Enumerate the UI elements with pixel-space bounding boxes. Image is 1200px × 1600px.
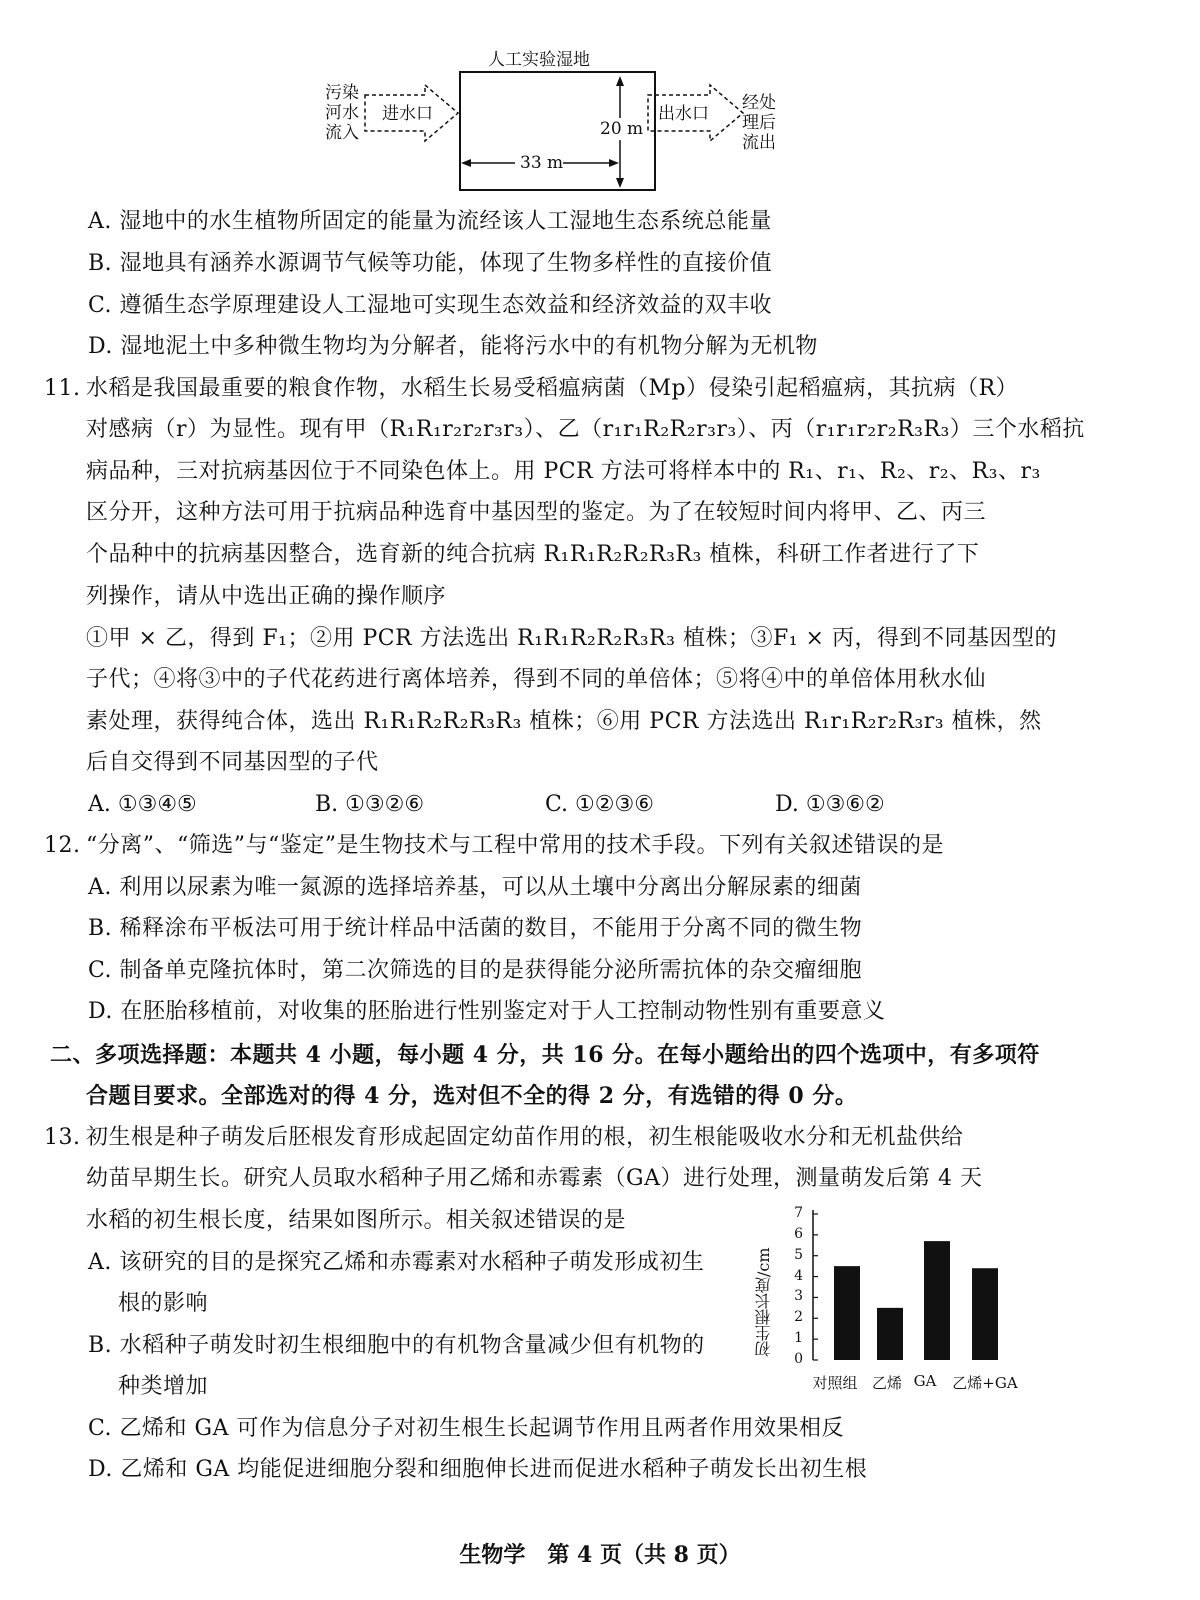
page-footer: 生物学 第 4 页（共 8 页） (459, 1542, 741, 1568)
chart-bar (834, 1266, 860, 1360)
chart-y-tick-label: 5 (794, 1246, 803, 1263)
q11-line-10: 后自交得到不同基因型的子代 (86, 750, 379, 775)
outflow-label-3: 流出 (742, 133, 776, 153)
chart-y-tick-label: 3 (794, 1288, 803, 1305)
chart-y-tick-label: 1 (794, 1330, 803, 1347)
chart-bar (877, 1308, 903, 1360)
inflow-label-3: 流入 (325, 123, 359, 143)
chart-y-tick-label: 6 (794, 1225, 803, 1242)
q11-line-4: 区分开，这种方法可用于抗病品种选育中基因型的鉴定。为了在较短时间内将甲、乙、丙三 (86, 500, 987, 525)
q13-line-2: 幼苗早期生长。研究人员取水稻种子用乙烯和赤霉素（GA）进行处理，测量萌发后第 4 天 (86, 1166, 983, 1191)
q11-line-5: 个品种中的抗病基因整合，选育新的纯合抗病 R₁R₁R₂R₂R₃R₃ 植株，科研工作者进行了下 (86, 542, 980, 567)
chart-bar (924, 1241, 950, 1360)
chart-category-label: GA (913, 1372, 937, 1390)
q11-choice-c: C. ①②③⑥ (545, 792, 654, 817)
chart-y-tick-label: 0 (794, 1351, 803, 1367)
q10-option-c: C. 遵循生态学原理建设人工湿地可实现生态效益和经济效益的双丰收 (88, 293, 773, 318)
q13-line-1: 初生根是种子萌发后胚根发育形成起固定幼苗作用的根，初生根能吸收水分和无机盐供给 (86, 1125, 964, 1150)
outflow-label-2: 理后 (742, 113, 776, 133)
chart-y-tick-label: 2 (794, 1309, 803, 1326)
q13-option-b-1: B. 水稻种子萌发时初生根细胞中的有机物含量减少但有机物的 (88, 1333, 705, 1358)
q10-option-a: A. 湿地中的水生植物所固定的能量为流经该人工湿地生态系统总能量 (88, 209, 772, 234)
q12-option-c: C. 制备单克隆抗体时，第二次筛选的目的是获得能分泌所需抗体的杂交瘤细胞 (88, 958, 863, 983)
width-label: 33 m (520, 153, 564, 173)
wetland-diagram (320, 50, 820, 200)
q11-line-7: ①甲 × 乙，得到 F₁；②用 PCR 方法选出 R₁R₁R₂R₂R₃R₃ 植株；③F₁ × 丙，得到不同基因型的 (86, 626, 1057, 651)
section2-line-1: 二、多项选择题：本题共 4 小题，每小题 4 分，共 16 分。在每小题给出的四个选项中，有多项符 (50, 1042, 1040, 1068)
chart-y-axis-label: 初生根长度/cm (754, 1247, 773, 1357)
chart-category-label: 乙烯 (871, 1374, 902, 1392)
q13-option-d: D. 乙烯和 GA 均能促进细胞分裂和细胞伸长进而促进水稻种子萌发长出初生根 (88, 1457, 868, 1482)
inlet-label: 进水口 (382, 104, 433, 124)
q13-option-b-2: 种类增加 (118, 1374, 209, 1399)
outlet-label: 出水口 (658, 104, 709, 124)
q11-number: 11. (44, 376, 81, 401)
chart-y-tick-label: 4 (794, 1267, 803, 1284)
q11-line-2: 对感病（r）为显性。现有甲（R₁R₁r₂r₂r₃r₃）、乙（r₁r₁R₂R₂r₃r₃）、丙（r₁r₁r₂r₂R₃R₃）三个水稻抗 (86, 417, 1085, 442)
chart-category-label: 对照组 (812, 1374, 858, 1392)
q11-choice-b: B. ①③②⑥ (315, 792, 425, 817)
q13-option-a-2: 根的影响 (118, 1291, 209, 1316)
q13-option-c: C. 乙烯和 GA 可作为信息分子对初生根生长起调节作用且两者作用效果相反 (88, 1416, 844, 1441)
height-label: 20 m (600, 119, 644, 139)
q10-option-d: D. 湿地泥土中多种微生物均为分解者，能将污水中的有机物分解为无机物 (88, 334, 818, 359)
section2-line-2: 合题目要求。全部选对的得 4 分，选对但不全的得 2 分，有选错的得 0 分。 (86, 1083, 858, 1109)
q12-option-d: D. 在胚胎移植前，对收集的胚胎进行性别鉴定对于人工控制动物性别有重要意义 (88, 999, 886, 1024)
inflow-label-2: 河水 (325, 103, 359, 123)
q11-line-9: 素处理，获得纯合体，选出 R₁R₁R₂R₂R₃R₃ 植株；⑥用 PCR 方法选出 R₁r₁R₂r₂R₃r₃ 植株，然 (86, 709, 1042, 734)
q11-choice-a: A. ①③④⑤ (88, 792, 197, 817)
chart-category-label: 乙烯+GA (952, 1374, 1018, 1392)
root-length-chart (755, 1200, 1055, 1390)
q11-line-6: 列操作，请从中选出正确的操作顺序 (86, 584, 447, 609)
q12-option-b: B. 稀释涂布平板法可用于统计样品中活菌的数目，不能用于分离不同的微生物 (88, 916, 863, 941)
q13-number: 13. (44, 1125, 81, 1150)
q11-line-1: 水稻是我国最重要的粮食作物，水稻生长易受稻瘟病菌（Mp）侵染引起稻瘟病，其抗病（R） (86, 376, 1019, 401)
q13-option-a-1: A. 该研究的目的是探究乙烯和赤霉素对水稻种子萌发形成初生 (88, 1250, 705, 1275)
q11-choice-d: D. ①③⑥② (775, 792, 885, 817)
q11-line-3: 病品种，三对抗病基因位于不同染色体上。用 PCR 方法可将样本中的 R₁、r₁、R₂、r₂、R₃、r₃ (86, 459, 1041, 484)
q10-option-b: B. 湿地具有涵养水源调节气候等功能，体现了生物多样性的直接价值 (88, 251, 773, 276)
chart-y-tick-label: 7 (794, 1205, 803, 1221)
outflow-label-1: 经处 (742, 93, 776, 113)
inflow-label-1: 污染 (325, 83, 359, 103)
q12-number: 12. (44, 833, 81, 858)
q12-stem: “分离”、“筛选”与“鉴定”是生物技术与工程中常用的技术手段。下列有关叙述错误的是 (86, 833, 944, 858)
diagram-title: 人工实验湿地 (488, 50, 590, 70)
q12-option-a: A. 利用以尿素为唯一氮源的选择培养基，可以从土壤中分离出分解尿素的细菌 (88, 875, 862, 900)
q11-line-8: 子代；④将③中的子代花药进行离体培养，得到不同的单倍体；⑤将④中的单倍体用秋水仙 (86, 667, 987, 692)
q13-line-3: 水稻的初生根长度，结果如图所示。相关叙述错误的是 (86, 1208, 627, 1233)
chart-bar (972, 1268, 998, 1360)
